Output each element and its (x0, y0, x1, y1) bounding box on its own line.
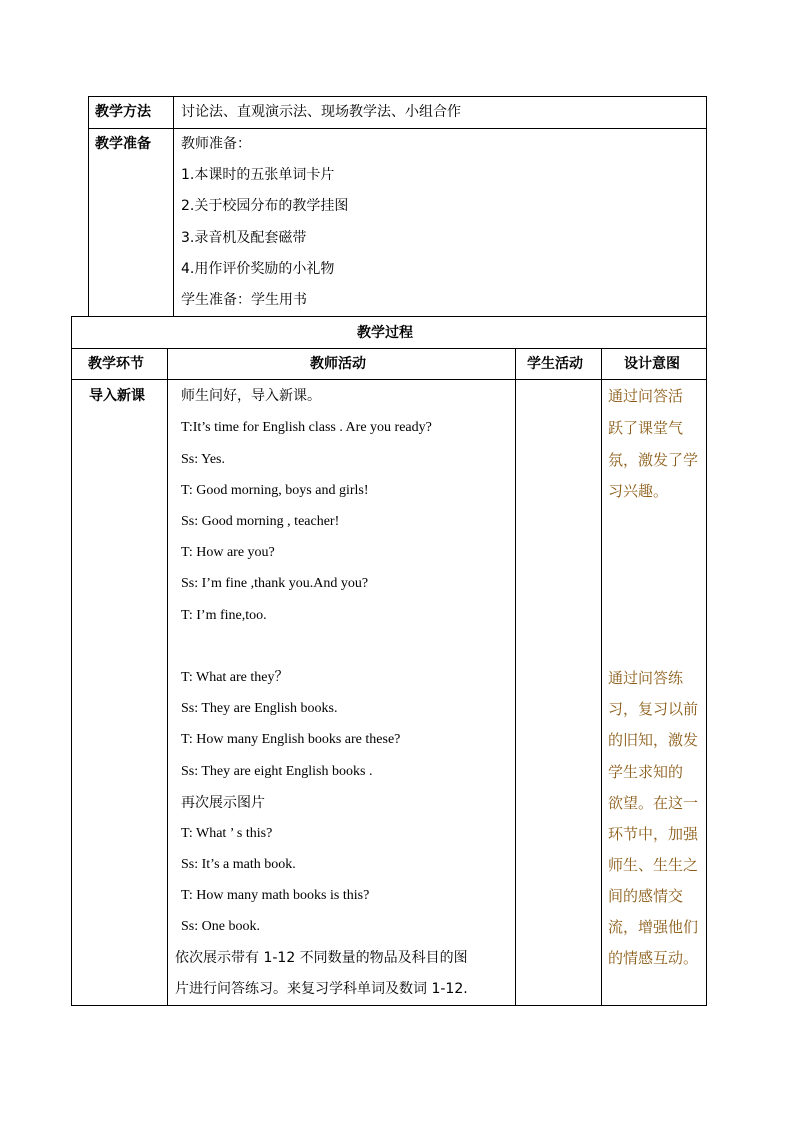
teacher-line: 师生问好，导入新课。 (181, 388, 321, 404)
teacher-line: T: Good morning, boys and girls! (181, 483, 369, 498)
teacher-line: Ss: One book. (181, 919, 260, 934)
top-table-row-divider (88, 128, 707, 129)
intent-line: 通过问答练 (608, 669, 684, 687)
intent-line: 环节中，加强 (608, 825, 699, 843)
teacher-line: Ss: It’s a math book. (181, 857, 296, 872)
process-col-divider-1 (167, 348, 168, 1006)
process-col-divider-3 (601, 348, 602, 1006)
teacher-line: T: I’m fine,too. (181, 608, 267, 623)
intent-line: 欲望。在这一 (608, 794, 699, 812)
teacher-line: T: How are you? (181, 545, 275, 560)
teacher-line: T: How many math books is this? (181, 888, 370, 903)
process-right-border (706, 316, 707, 1006)
teacher-line: 再次展示图片 (181, 795, 265, 811)
prep-line: 4.用作评价奖励的小礼物 (181, 261, 335, 277)
label-teaching-preparation: 教学准备 (95, 136, 151, 152)
teacher-line: Ss: They are eight English books . (181, 764, 373, 779)
teacher-line: 依次展示带有 1-12 不同数量的物品及科目的图 (175, 950, 468, 966)
teacher-line: T: How many English books are these? (181, 732, 401, 747)
prep-line: 3.录音机及配套磁带 (181, 230, 307, 246)
intent-line: 师生、生生之 (608, 856, 699, 874)
teaching-methods-value: 讨论法、直观演示法、现场教学法、小组合作 (181, 104, 461, 120)
intent-line: 学生求知的 (608, 763, 684, 781)
prep-line: 1.本课时的五张单词卡片 (181, 167, 335, 183)
label-teaching-methods: 教学方法 (95, 104, 151, 120)
intent-line: 的情感互动。 (608, 949, 699, 967)
teacher-line: T:It’s time for English class . Are you ready? (181, 420, 432, 435)
process-table-title: 教学过程 (357, 325, 413, 341)
process-table-border-top (71, 316, 707, 317)
intent-line: 间的感情交 (608, 887, 684, 905)
intent-line: 流，增强他们 (608, 918, 699, 936)
teacher-line: Ss: Good morning , teacher! (181, 514, 340, 529)
header-student-activity: 学生活动 (527, 356, 583, 372)
top-table-border-top (88, 96, 707, 97)
teacher-line: T: What ’ s this? (181, 826, 273, 841)
teacher-line: Ss: I’m fine ,thank you.And you? (181, 576, 369, 591)
intent-line: 通过问答活 (608, 387, 684, 405)
intent-line: 习，复习以前 (608, 700, 699, 718)
teacher-line: Ss: They are English books. (181, 701, 338, 716)
teacher-line: T: What are they？ (181, 670, 289, 685)
process-col-divider-2 (515, 348, 516, 1006)
header-stage: 教学环节 (88, 356, 144, 372)
top-table-col-divider (173, 96, 174, 317)
top-table-left-border (88, 96, 89, 317)
intent-line: 跃了课堂气 (608, 419, 684, 437)
teacher-line: 片进行问答练习。来复习学科单词及数词 1-12. (175, 981, 468, 997)
teacher-line: Ss: Yes. (181, 452, 225, 467)
stage-lead-in: 导入新课 (89, 388, 145, 404)
intent-line: 氛，激发了学 (608, 451, 699, 469)
top-table-right-border (706, 96, 707, 317)
prep-line: 教师准备： (181, 136, 251, 152)
intent-line: 习兴趣。 (608, 482, 669, 500)
header-teacher-activity: 教师活动 (310, 356, 366, 372)
prep-line: 2.关于校园分布的教学挂图 (181, 198, 349, 214)
process-left-border (71, 316, 72, 1006)
intent-line: 的旧知，激发 (608, 731, 699, 749)
header-design-intent: 设计意图 (624, 356, 680, 372)
prep-line: 学生准备：学生用书 (181, 292, 307, 308)
